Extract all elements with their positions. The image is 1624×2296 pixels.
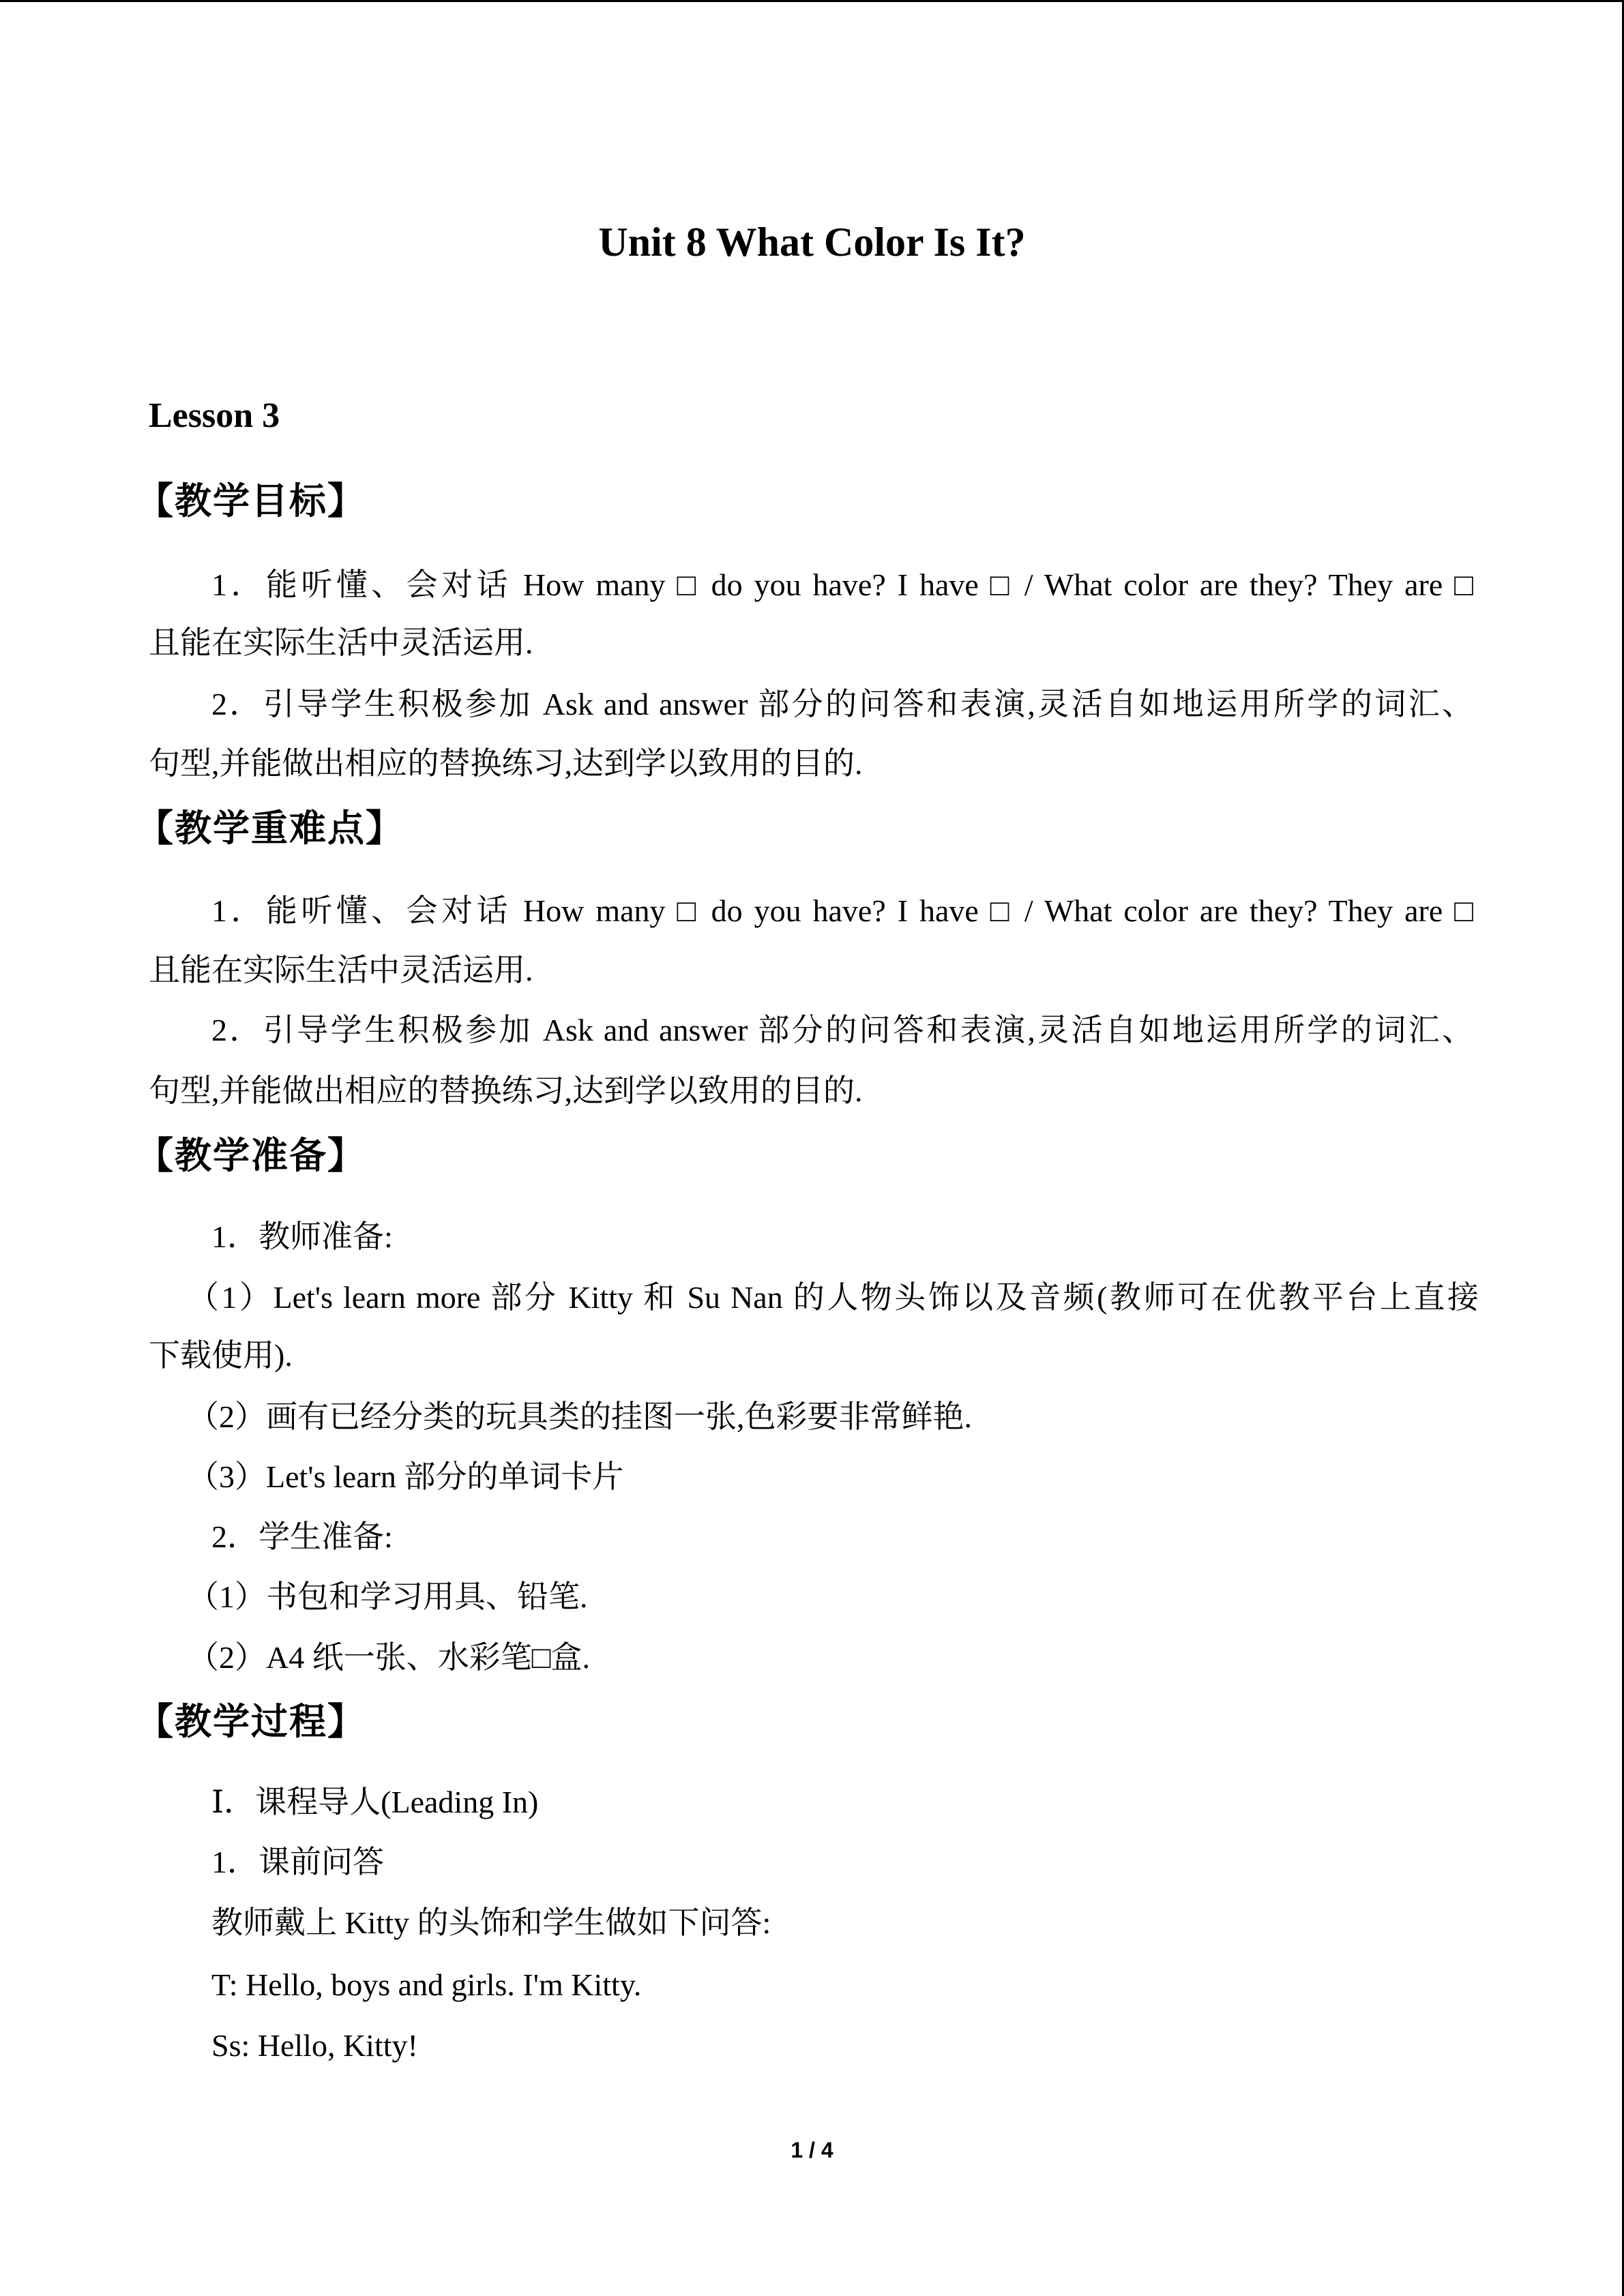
objectives-item2-line2: 句型,并能做出相应的替换练习,达到学以致用的目的. [149,746,863,781]
preparation-t1-line2: 下载使用). [149,1338,293,1373]
preparation-s2: （2）A4 纸一张、水彩笔□盒. [188,1640,591,1675]
preparation-student: 2．学生准备: [211,1519,393,1554]
objectives-item2-line1: 2．引导学生积极参加 Ask and answer 部分的问答和表演,灵活自如地运用所学的词汇、 [211,687,1473,721]
key-points-item2-line1: 2．引导学生积极参加 Ask and answer 部分的问答和表演,灵活自如地运用所学的词汇、 [211,1013,1473,1047]
key-points-item1-line1: 1．能听懂、会对话 How many □ do you have? I have □ / What color are they? They are □ [211,893,1473,928]
objectives-item1-line1: 1．能听懂、会对话 How many □ do you have? I have □ / What color are they? They are □ [211,567,1473,602]
key-points-heading: 【教学重难点】 [136,807,404,850]
objectives-item1-line2: 且能在实际生活中灵活运用. [149,625,533,660]
key-points-item1-line2: 且能在实际生活中灵活运用. [149,953,533,987]
process-dialog1: T: Hello, boys and girls. I'm Kitty. [211,1967,642,2002]
lesson-label: Lesson 3 [149,396,280,435]
document-title: Unit 8 What Color Is It? [598,220,1026,265]
page-number: 1 / 4 [791,2138,833,2162]
process-heading: 【教学过程】 [136,1700,366,1743]
objectives-heading: 【教学目标】 [136,479,366,522]
preparation-teacher: 1．教师准备: [211,1219,393,1254]
process-intro: 教师戴上 Kitty 的头饰和学生做如下问答: [211,1905,771,1940]
preparation-t1-line1: （1）Let's learn more 部分 Kitty 和 Su Nan 的人物头饰以及音频(教师可在优教平台上直接 [188,1280,1479,1315]
preparation-t2: （2）画有已经分类的玩具类的挂图一张,色彩要非常鲜艳. [188,1399,972,1434]
key-points-item2-line2: 句型,并能做出相应的替换练习,达到学以致用的目的. [149,1073,863,1108]
process-step1: Ⅰ．课程导人(Leading In) [211,1785,539,1819]
process-sub1: 1．课前问答 [211,1845,384,1879]
preparation-t3: （3）Let's learn 部分的单词卡片 [188,1459,624,1494]
process-dialog2: Ss: Hello, Kitty! [211,2028,418,2063]
preparation-heading: 【教学准备】 [136,1134,366,1177]
preparation-s1: （1）书包和学习用具、铅笔. [188,1579,588,1614]
